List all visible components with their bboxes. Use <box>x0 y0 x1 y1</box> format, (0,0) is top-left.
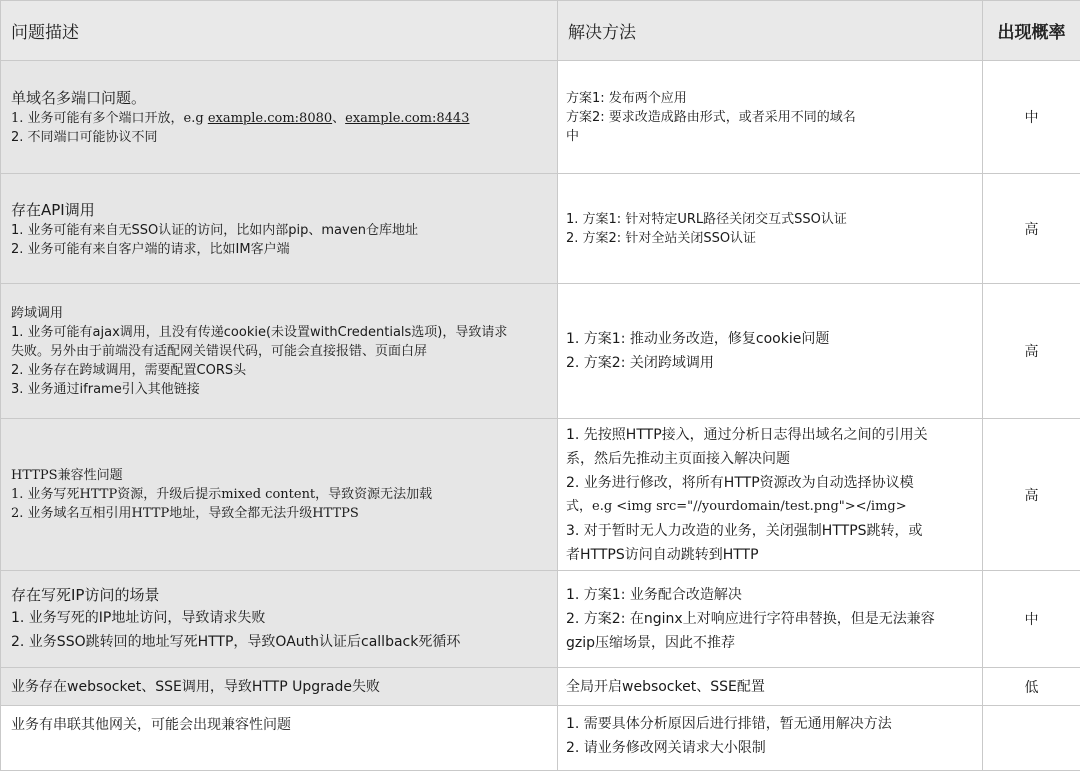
solution-cell <box>558 668 983 706</box>
solution-cell <box>558 174 983 284</box>
problem-cell <box>1 61 558 174</box>
solution-line: 系，然后先推动主页面接入解决问题 <box>566 447 974 471</box>
problem-line: 2. 业务存在跨域调用，需要配置CORS头 <box>11 361 549 380</box>
probability-cell: 高 <box>983 174 1080 284</box>
solution-line: 式，e.g <img src="//yourdomain/test.png"></img> <box>566 495 974 519</box>
solution-line: 2. 方案2: 针对全站关闭SSO认证 <box>566 229 974 248</box>
problem-title: 存在API调用 <box>11 199 549 221</box>
probability-cell: 高 <box>983 284 1080 419</box>
example-link-8443[interactable]: example.com:8443 <box>345 111 469 126</box>
table-header-row <box>1 1 1080 61</box>
solution-line: 2. 请业务修改网关请求大小限制 <box>566 736 974 760</box>
problem-line: 失败。另外由于前端没有适配网关错误代码，可能会直接报错、页面白屏 <box>11 342 549 361</box>
problem-cell <box>1 668 558 706</box>
solution-line: 2. 业务进行修改，将所有HTTP资源改为自动选择协议模 <box>566 471 974 495</box>
problem-line: 1. 业务可能有来自无SSO认证的访问，比如内部pip、maven仓库地址 <box>11 221 549 240</box>
solution-line: 者HTTPS访问自动跳转到HTTP <box>566 543 974 567</box>
problem-title: 单域名多端口问题。 <box>11 87 549 109</box>
probability-cell: 低 <box>983 668 1080 706</box>
probability-cell <box>983 706 1080 771</box>
problem-title: 业务存在websocket、SSE调用，导致HTTP Upgrade失败 <box>11 676 549 698</box>
solution-line: 1. 方案1: 业务配合改造解决 <box>566 583 974 607</box>
table-row <box>1 174 1080 284</box>
solution-line: 2. 方案2: 关闭跨域调用 <box>566 351 974 375</box>
probability-cell: 中 <box>983 571 1080 668</box>
problem-title: HTTPS兼容性问题 <box>11 466 549 485</box>
table-row <box>1 668 1080 706</box>
probability-cell: 中 <box>983 61 1080 174</box>
table-row <box>1 419 1080 571</box>
table-row <box>1 571 1080 668</box>
problem-title: 存在写死IP访问的场景 <box>11 584 549 606</box>
solution-cell <box>558 419 983 571</box>
solution-line: 方案2: 要求改造成路由形式，或者采用不同的域名 <box>566 108 974 127</box>
problem-line: 1. 业务写死HTTP资源，升级后提示mixed content，导致资源无法加载 <box>11 485 549 504</box>
solution-line: gzip压缩场景，因此不推荐 <box>566 631 974 655</box>
problem-title: 业务有串联其他网关，可能会出现兼容性问题 <box>11 714 549 736</box>
solution-line: 3. 对于暂时无人力改造的业务，关闭强制HTTPS跳转，或 <box>566 519 974 543</box>
problem-cell <box>1 419 558 571</box>
problem-line: 3. 业务通过iframe引入其他链接 <box>11 380 549 399</box>
problem-line: 2. 业务SSO跳转回的地址写死HTTP，导致OAuth认证后callback死循环 <box>11 630 549 654</box>
table-row <box>1 61 1080 174</box>
header-solution: 解决方法 <box>558 1 983 61</box>
problem-cell <box>1 571 558 668</box>
solution-line: 中 <box>566 127 974 146</box>
probability-cell: 高 <box>983 419 1080 571</box>
problem-cell <box>1 284 558 419</box>
solution-line: 方案1: 发布两个应用 <box>566 89 974 108</box>
problem-line: 1. 业务可能有多个端口开放，e.g example.com:8080、example.com:8443 <box>11 109 549 128</box>
problem-cell <box>1 706 558 771</box>
solution-line: 1. 方案1: 推动业务改造，修复cookie问题 <box>566 327 974 351</box>
problem-line: 1. 业务写死的IP地址访问，导致请求失败 <box>11 606 549 630</box>
solution-line: 1. 需要具体分析原因后进行排错，暂无通用解决方法 <box>566 712 974 736</box>
solution-line: 1. 方案1: 针对特定URL路径关闭交互式SSO认证 <box>566 210 974 229</box>
solution-cell <box>558 284 983 419</box>
problem-cell <box>1 174 558 284</box>
solution-line: 2. 方案2: 在nginx上对响应进行字符串替换，但是无法兼容 <box>566 607 974 631</box>
table-row <box>1 284 1080 419</box>
example-link-8080[interactable]: example.com:8080 <box>208 111 332 126</box>
solution-line: 1. 先按照HTTP接入，通过分析日志得出域名之间的引用关 <box>566 423 974 447</box>
problem-line: 2. 业务可能有来自客户端的请求，比如IM客户端 <box>11 240 549 259</box>
solution-line: 全局开启websocket、SSE配置 <box>566 675 974 699</box>
header-probability: 出现概率 <box>983 1 1080 61</box>
problem-line: 1. 业务可能有ajax调用，且没有传递cookie(未设置withCredentials选项)，导致请求 <box>11 323 549 342</box>
table-row <box>1 706 1080 771</box>
solution-cell <box>558 706 983 771</box>
solution-cell <box>558 61 983 174</box>
header-problem: 问题描述 <box>1 1 558 61</box>
problem-line: 2. 不同端口可能协议不同 <box>11 128 549 147</box>
problem-line: 2. 业务域名互相引用HTTP地址，导致全都无法升级HTTPS <box>11 504 549 523</box>
problem-title: 跨域调用 <box>11 304 549 323</box>
solution-cell <box>558 571 983 668</box>
